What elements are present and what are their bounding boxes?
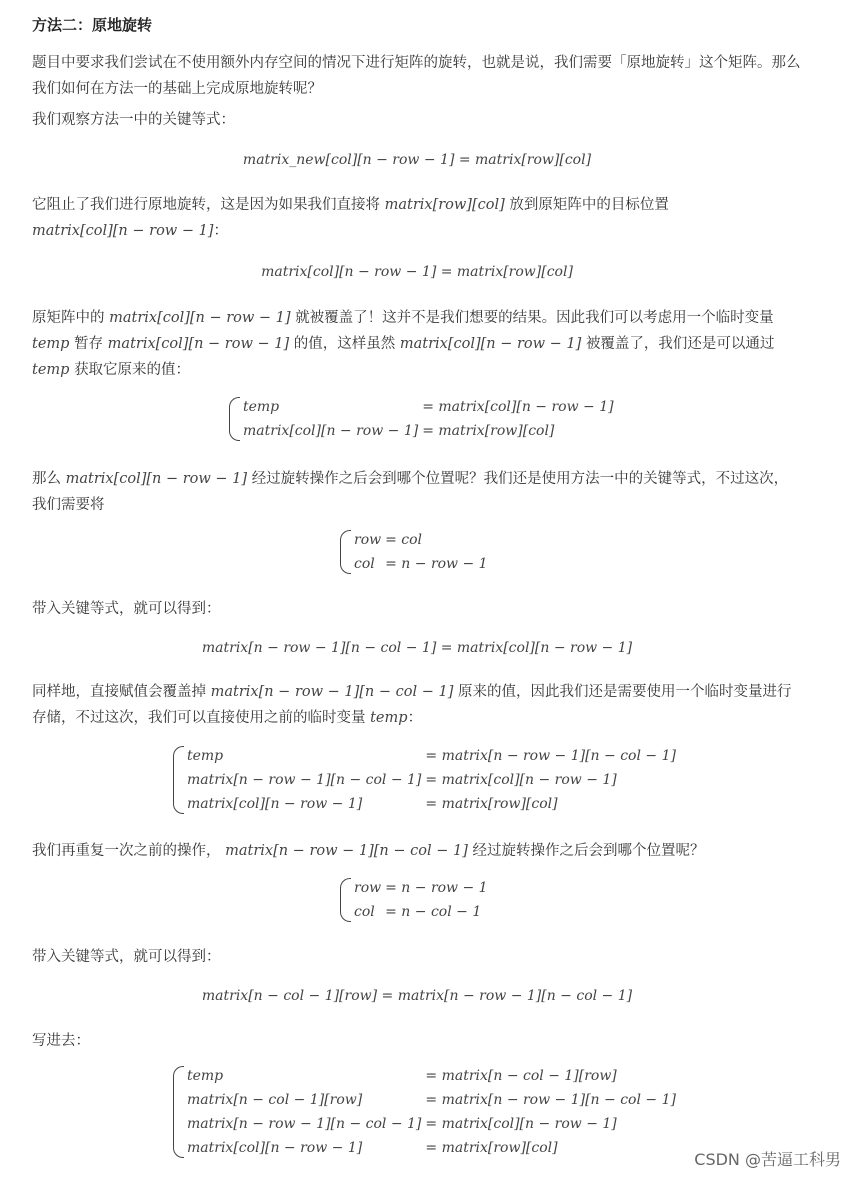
brace [173, 1066, 184, 1158]
case-lhs: matrix[col][n − row − 1] [187, 1140, 363, 1156]
case-rhs: = matrix[n − row − 1][n − col − 1] [425, 748, 676, 764]
equation-key: matrix_new[col][n − row − 1] = matrix[row][col] [242, 152, 592, 168]
case-rhs: = col [385, 532, 423, 548]
watermark: CSDN @苦逼工科男 [694, 1150, 841, 1169]
text: 原来的值，因此我们还是需要使用一个临时变量进行存储，不过这次，我们可以直接使用之前的临时变量 [32, 684, 792, 726]
inline-math: matrix[col][n − row − 1] [109, 310, 291, 326]
case-lhs: col [354, 904, 375, 920]
equation-third: matrix[n − col − 1][row] = matrix[n − row − 1][n − col − 1] [201, 988, 633, 1004]
paragraph-substitute [32, 596, 802, 622]
text: 那么 [32, 471, 61, 487]
case-lhs: matrix[n − col − 1][row] [187, 1092, 363, 1108]
case-lhs: row [354, 880, 382, 896]
case-lhs: matrix[n − row − 1][n − col − 1] [187, 1116, 422, 1132]
inline-math: temp [32, 336, 70, 352]
paragraph-reuse-temp [32, 679, 802, 731]
cases-equation-4 [340, 878, 488, 922]
case-rhs: = n − col − 1 [385, 904, 482, 920]
case-rhs: = matrix[row][col] [425, 1140, 558, 1156]
text: 带入关键等式，就可以得到： [32, 601, 221, 617]
text: 放到原矩阵中的目标位置 [509, 197, 669, 213]
case-rhs: = matrix[col][n − row − 1] [422, 399, 614, 415]
paragraph-block [32, 192, 802, 244]
paragraph-temp [32, 305, 802, 383]
brace [340, 530, 351, 574]
text: 我们观察方法一中的关键等式： [32, 112, 235, 128]
paragraph-where [32, 466, 802, 518]
inline-math: matrix[col][n − row − 1] [399, 336, 582, 352]
text: 被覆盖了，我们还是可以通过 [585, 336, 775, 352]
case-rhs: = n − row − 1 [385, 556, 488, 572]
text: ： [213, 223, 228, 239]
cases-equation-1 [229, 397, 614, 441]
inline-math: matrix[row][col] [384, 197, 505, 213]
text: 写进去： [32, 1033, 90, 1049]
case-rhs: = n − row − 1 [385, 880, 488, 896]
case-rhs: = matrix[row][col] [425, 796, 558, 812]
paragraph-write [32, 1028, 802, 1054]
text: 获取它原来的值： [74, 362, 191, 378]
text: 的值，这样虽然 [293, 336, 396, 352]
case-lhs: temp [187, 748, 224, 764]
paragraph-repeat [32, 838, 802, 864]
text: 题目中要求我们尝试在不使用额外内存空间的情况下进行矩阵的旋转，也就是说，我们需要「原地旋转」这个矩阵。那么我们如何在方法一的基础上完成原地旋转呢？ [32, 55, 801, 97]
brace [229, 397, 240, 441]
cases-equation-5 [173, 1066, 676, 1158]
case-lhs: temp [243, 399, 280, 415]
inline-math: matrix[n − row − 1][n − col − 1] [225, 843, 468, 859]
inline-math: matrix[col][n − row − 1] [65, 471, 248, 487]
text: 原矩阵中的 [32, 310, 105, 326]
text: 暂存 [74, 336, 104, 352]
inline-math: temp [32, 362, 70, 378]
equation-second: matrix[n − row − 1][n − col − 1] = matrix[col][n − row − 1] [201, 640, 633, 656]
case-lhs: matrix[col][n − row − 1] [187, 796, 363, 812]
case-lhs: col [354, 556, 375, 572]
inline-math: matrix[col][n − row − 1] [107, 336, 290, 352]
case-rhs: = matrix[n − row − 1][n − col − 1] [425, 1092, 676, 1108]
text: 它阻止了我们进行原地旋转，这是因为如果我们直接将 [32, 197, 380, 213]
text: 我们再重复一次之前的操作， [32, 843, 221, 859]
case-lhs: row [354, 532, 382, 548]
case-rhs: = matrix[n − col − 1][row] [425, 1068, 617, 1084]
text: 同样地，直接赋值会覆盖掉 [32, 684, 206, 700]
case-lhs: matrix[col][n − row − 1] [243, 423, 419, 439]
text: 就被覆盖了！这并不是我们想要的结果。因此我们可以考虑用一个临时变量 [295, 310, 774, 326]
cases-equation-2 [340, 530, 488, 574]
brace [340, 878, 351, 922]
text: 经过旋转操作之后会到哪个位置呢？我们还是使用方法一中的关键等式，不过这次，我们需要将 [32, 471, 789, 513]
inline-math: matrix[n − row − 1][n − col − 1] [210, 684, 454, 700]
case-rhs: = matrix[row][col] [422, 423, 555, 439]
section-heading: 方法二：原地旋转 [32, 16, 153, 34]
text: 带入关键等式，就可以得到： [32, 949, 221, 965]
equation-overwrite: matrix[col][n − row − 1] = matrix[row][col] [261, 264, 573, 280]
inline-math: temp [370, 710, 408, 726]
case-lhs: temp [187, 1068, 224, 1084]
paragraph-intro [32, 50, 802, 102]
brace [173, 746, 184, 814]
inline-math: matrix[col][n − row − 1] [32, 223, 214, 239]
text: ： [407, 710, 423, 726]
case-lhs: matrix[n − row − 1][n − col − 1] [187, 772, 422, 788]
cases-equation-3 [173, 746, 676, 814]
case-rhs: = matrix[col][n − row − 1] [425, 772, 617, 788]
paragraph-observe [32, 107, 802, 133]
case-rhs: = matrix[col][n − row − 1] [425, 1116, 617, 1132]
paragraph-substitute-2 [32, 944, 802, 970]
text: 经过旋转操作之后会到哪个位置呢？ [472, 843, 705, 859]
